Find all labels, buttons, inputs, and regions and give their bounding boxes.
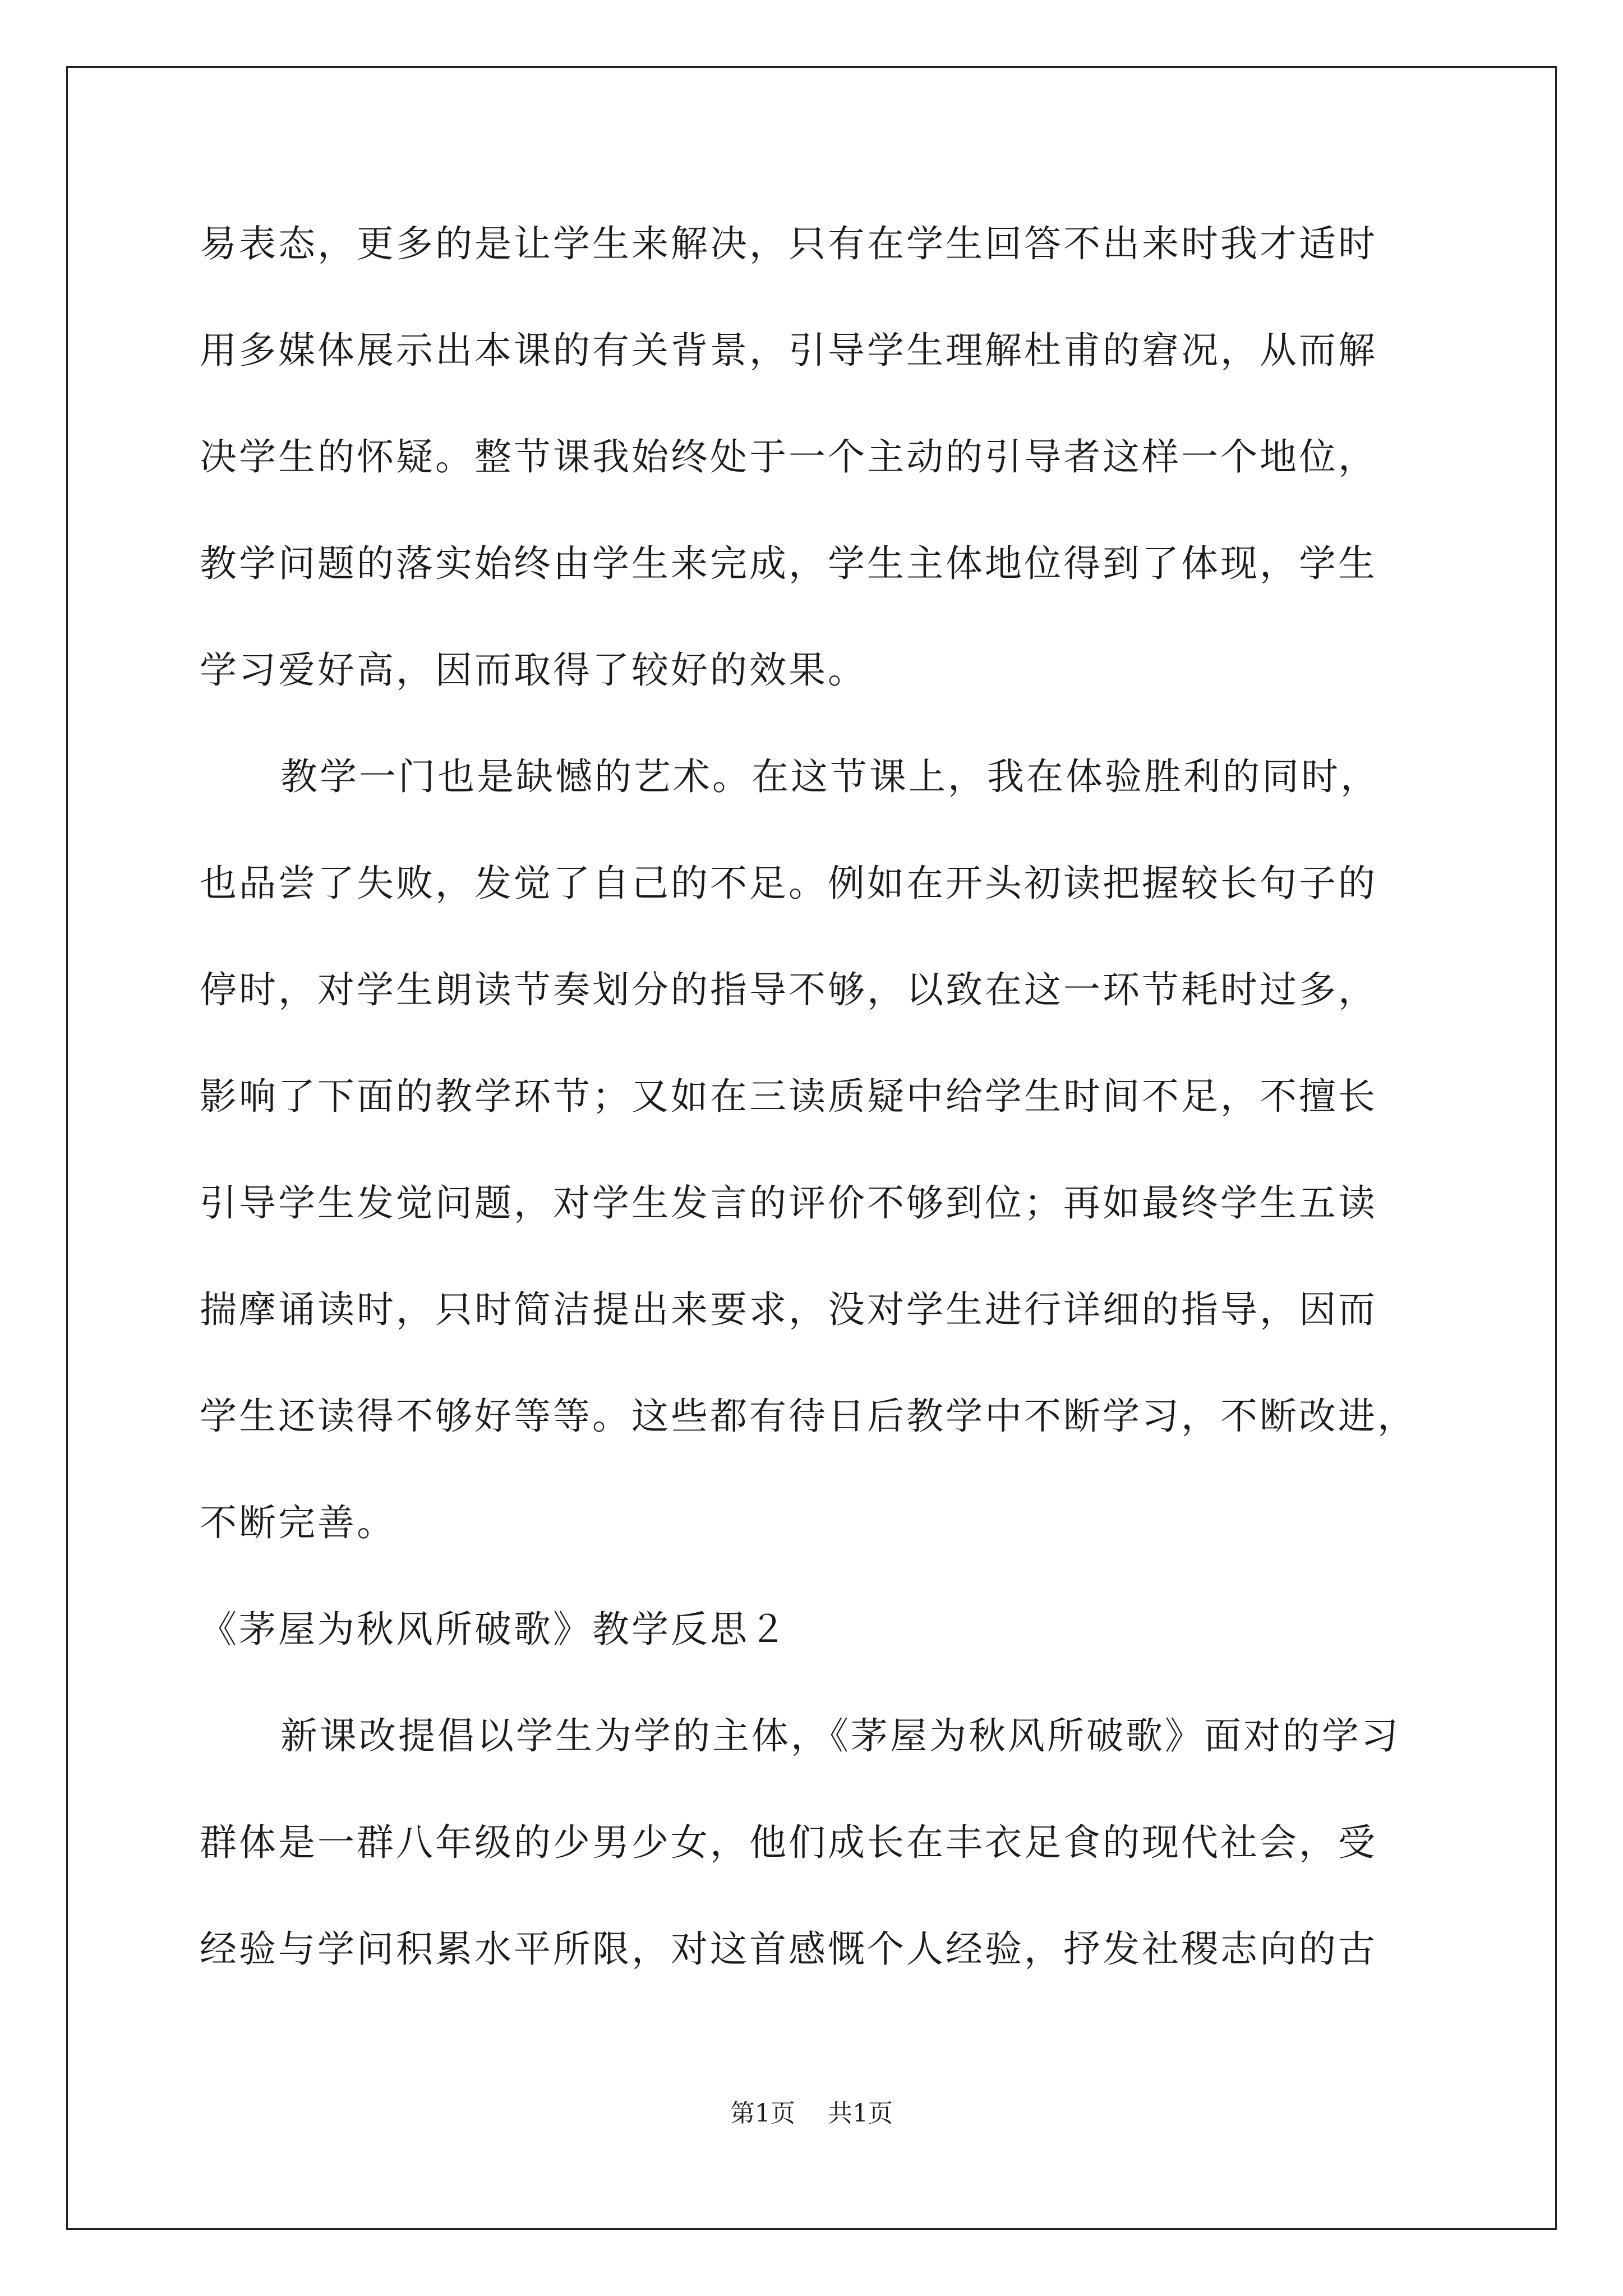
text-line: 学习爱好高，因而取得了较好的效果。 bbox=[200, 648, 867, 692]
page-total: 共1页 bbox=[828, 2099, 893, 2128]
text-line: 不断完善。 bbox=[200, 1501, 396, 1544]
text-line: 易表态，更多的是让学生来解决，只有在学生回答不出来时我才适时 bbox=[200, 222, 1377, 265]
text-line: 教学问题的落实始终由学生来完成，学生主体地位得到了体现，学生 bbox=[200, 542, 1377, 585]
text-line: 学生还读得不够好等等。这些都有待日后教学中不断学习，不断改进， bbox=[200, 1395, 1417, 1438]
text-line: 也品尝了失败，发觉了自己的不足。例如在开头初读把握较长句子的 bbox=[200, 862, 1377, 905]
page-footer bbox=[0, 2098, 1623, 2129]
text-line: 群体是一群八年级的少男少女，他们成长在丰衣足食的现代社会，受 bbox=[200, 1821, 1377, 1864]
page-border bbox=[66, 66, 1557, 2230]
text-line: 揣摩诵读时，只时简洁提出来要求，没对学生进行详细的指导，因而 bbox=[200, 1288, 1377, 1331]
page-number: 第1页 bbox=[730, 2099, 795, 2128]
text-line: 教学一门也是缺憾的艺术。在这节课上，我在体验胜利的同时， bbox=[280, 755, 1380, 798]
text-line: 影响了下面的教学环节；又如在三读质疑中给学生时间不足，不擅长 bbox=[200, 1075, 1377, 1118]
text-line: 停时，对学生朗读节奏划分的指导不够，以致在这一环节耗时过多， bbox=[200, 968, 1377, 1011]
text-line: 决学生的怀疑。整节课我始终处于一个主动的引导者这样一个地位， bbox=[200, 435, 1377, 478]
text-line: 用多媒体展示出本课的有关背景，引导学生理解杜甫的窘况，从而解 bbox=[200, 329, 1377, 372]
text-line: 新课改提倡以学生为学的主体，《茅屋为秋风所破歌》面对的学习 bbox=[280, 1714, 1400, 1757]
text-line: 经验与学问积累水平所限，对这首感慨个人经验，抒发社稷志向的古 bbox=[200, 1927, 1377, 1971]
section-heading: 《茅屋为秋风所破歌》教学反思２ bbox=[200, 1608, 789, 1651]
text-line: 引导学生发觉问题，对学生发言的评价不够到位；再如最终学生五读 bbox=[200, 1181, 1377, 1225]
